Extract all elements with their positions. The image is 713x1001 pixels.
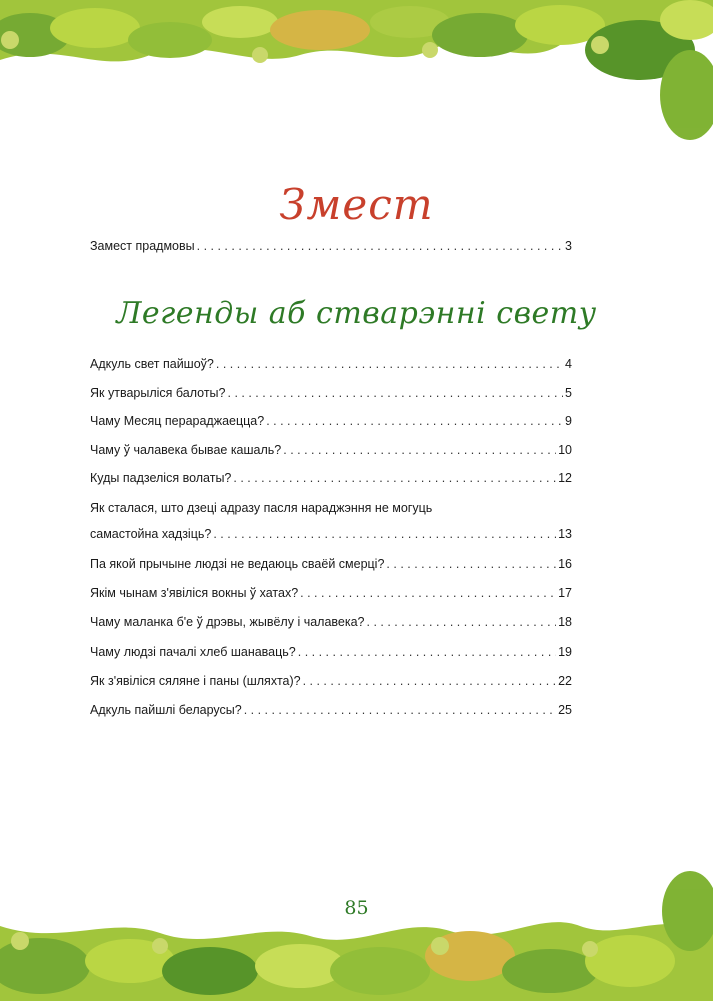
toc-entry-text: Замест прадмовы — [90, 239, 195, 253]
toc-entry-page: 10 — [558, 443, 572, 457]
toc-leader-dots — [300, 585, 556, 601]
toc-entry-text: Чаму ў чалавека бывае кашаль? — [90, 443, 282, 457]
toc-leader-dots — [216, 356, 563, 372]
toc-entry-text: Куды падзеліся волаты? — [90, 471, 232, 485]
toc-entry-page: 22 — [558, 674, 572, 688]
toc-leader-dots — [266, 413, 563, 429]
toc-entry[interactable] — [90, 356, 572, 372]
toc-entry-text: Як утварыліся балоты? — [90, 386, 226, 400]
toc-entry-text: Якім чынам з'явіліся вокны ў хатах? — [90, 586, 299, 600]
toc-entry-text: Адкуль пайшлі беларусы? — [90, 703, 242, 717]
toc-entry[interactable] — [90, 644, 572, 660]
toc-leader-dots — [233, 470, 556, 486]
oak-leaf-border-bottom — [0, 871, 713, 1001]
toc-entry[interactable] — [90, 556, 572, 572]
toc-entry[interactable] — [90, 385, 572, 401]
toc-entry[interactable] — [90, 442, 572, 458]
toc-entry-page: 19 — [558, 645, 572, 659]
toc-leader-dots — [228, 385, 564, 401]
oak-leaf-icon — [0, 871, 713, 1001]
toc-entry[interactable] — [90, 614, 572, 630]
toc-entry-page: 25 — [558, 703, 572, 717]
toc-entry-text: Чаму людзі пачалі хлеб шанаваць? — [90, 645, 296, 659]
toc-entry[interactable] — [90, 470, 572, 486]
toc-leader-dots — [244, 702, 556, 718]
toc-entry-text: Па якой прычыне людзі не ведаюць сваёй смерці? — [90, 557, 385, 571]
toc-leader-dots — [283, 442, 556, 458]
toc-entry-page: 16 — [558, 557, 572, 571]
toc-entry-page: 18 — [558, 615, 572, 629]
toc-entry-page: 12 — [558, 471, 572, 485]
toc-entry-text: Чаму Месяц перараджаецца? — [90, 414, 265, 428]
toc-entry[interactable] — [90, 413, 572, 429]
oak-leaf-border-top — [0, 0, 713, 150]
toc-entry[interactable] — [90, 585, 572, 601]
toc-entry-page: 3 — [565, 239, 572, 253]
toc-leader-dots — [367, 614, 557, 630]
toc-leader-dots — [197, 238, 563, 254]
toc-entry[interactable] — [90, 673, 572, 689]
toc-entry-page: 5 — [565, 386, 572, 400]
toc-entry[interactable] — [90, 526, 572, 542]
toc-leader-dots — [303, 673, 557, 689]
section-entries — [90, 356, 572, 716]
page-number: 85 — [344, 897, 369, 919]
toc-entry[interactable] — [90, 702, 572, 718]
oak-leaf-icon — [0, 0, 713, 140]
toc-entry-continued[interactable] — [90, 500, 572, 516]
toc-entry-text: самастойна хадзіць? — [90, 527, 212, 541]
toc-entry-intro[interactable] — [90, 238, 572, 254]
toc-entry-text: Адкуль свет пайшоў? — [90, 357, 214, 371]
toc-leader-dots — [213, 526, 556, 542]
toc-entry-page: 13 — [558, 527, 572, 541]
toc-leader-dots — [386, 556, 556, 572]
toc-entry-page: 4 — [565, 357, 572, 371]
toc-entry-page: 9 — [565, 414, 572, 428]
contents-title: Змест — [279, 180, 434, 229]
toc-entry-text: Чаму маланка б'е ў дрэвы, жывёлу і чалавека? — [90, 615, 365, 629]
toc-entry-text: Як з'явіліся сяляне і паны (шляхта)? — [90, 674, 301, 688]
toc-entry-page: 17 — [558, 586, 572, 600]
toc-entry-text: Як сталася, што дзеці адразу пасля нараджэння не могуць — [90, 501, 433, 515]
section-title: Легенды аб стварэнні свету — [116, 296, 597, 331]
toc-leader-dots — [298, 644, 556, 660]
